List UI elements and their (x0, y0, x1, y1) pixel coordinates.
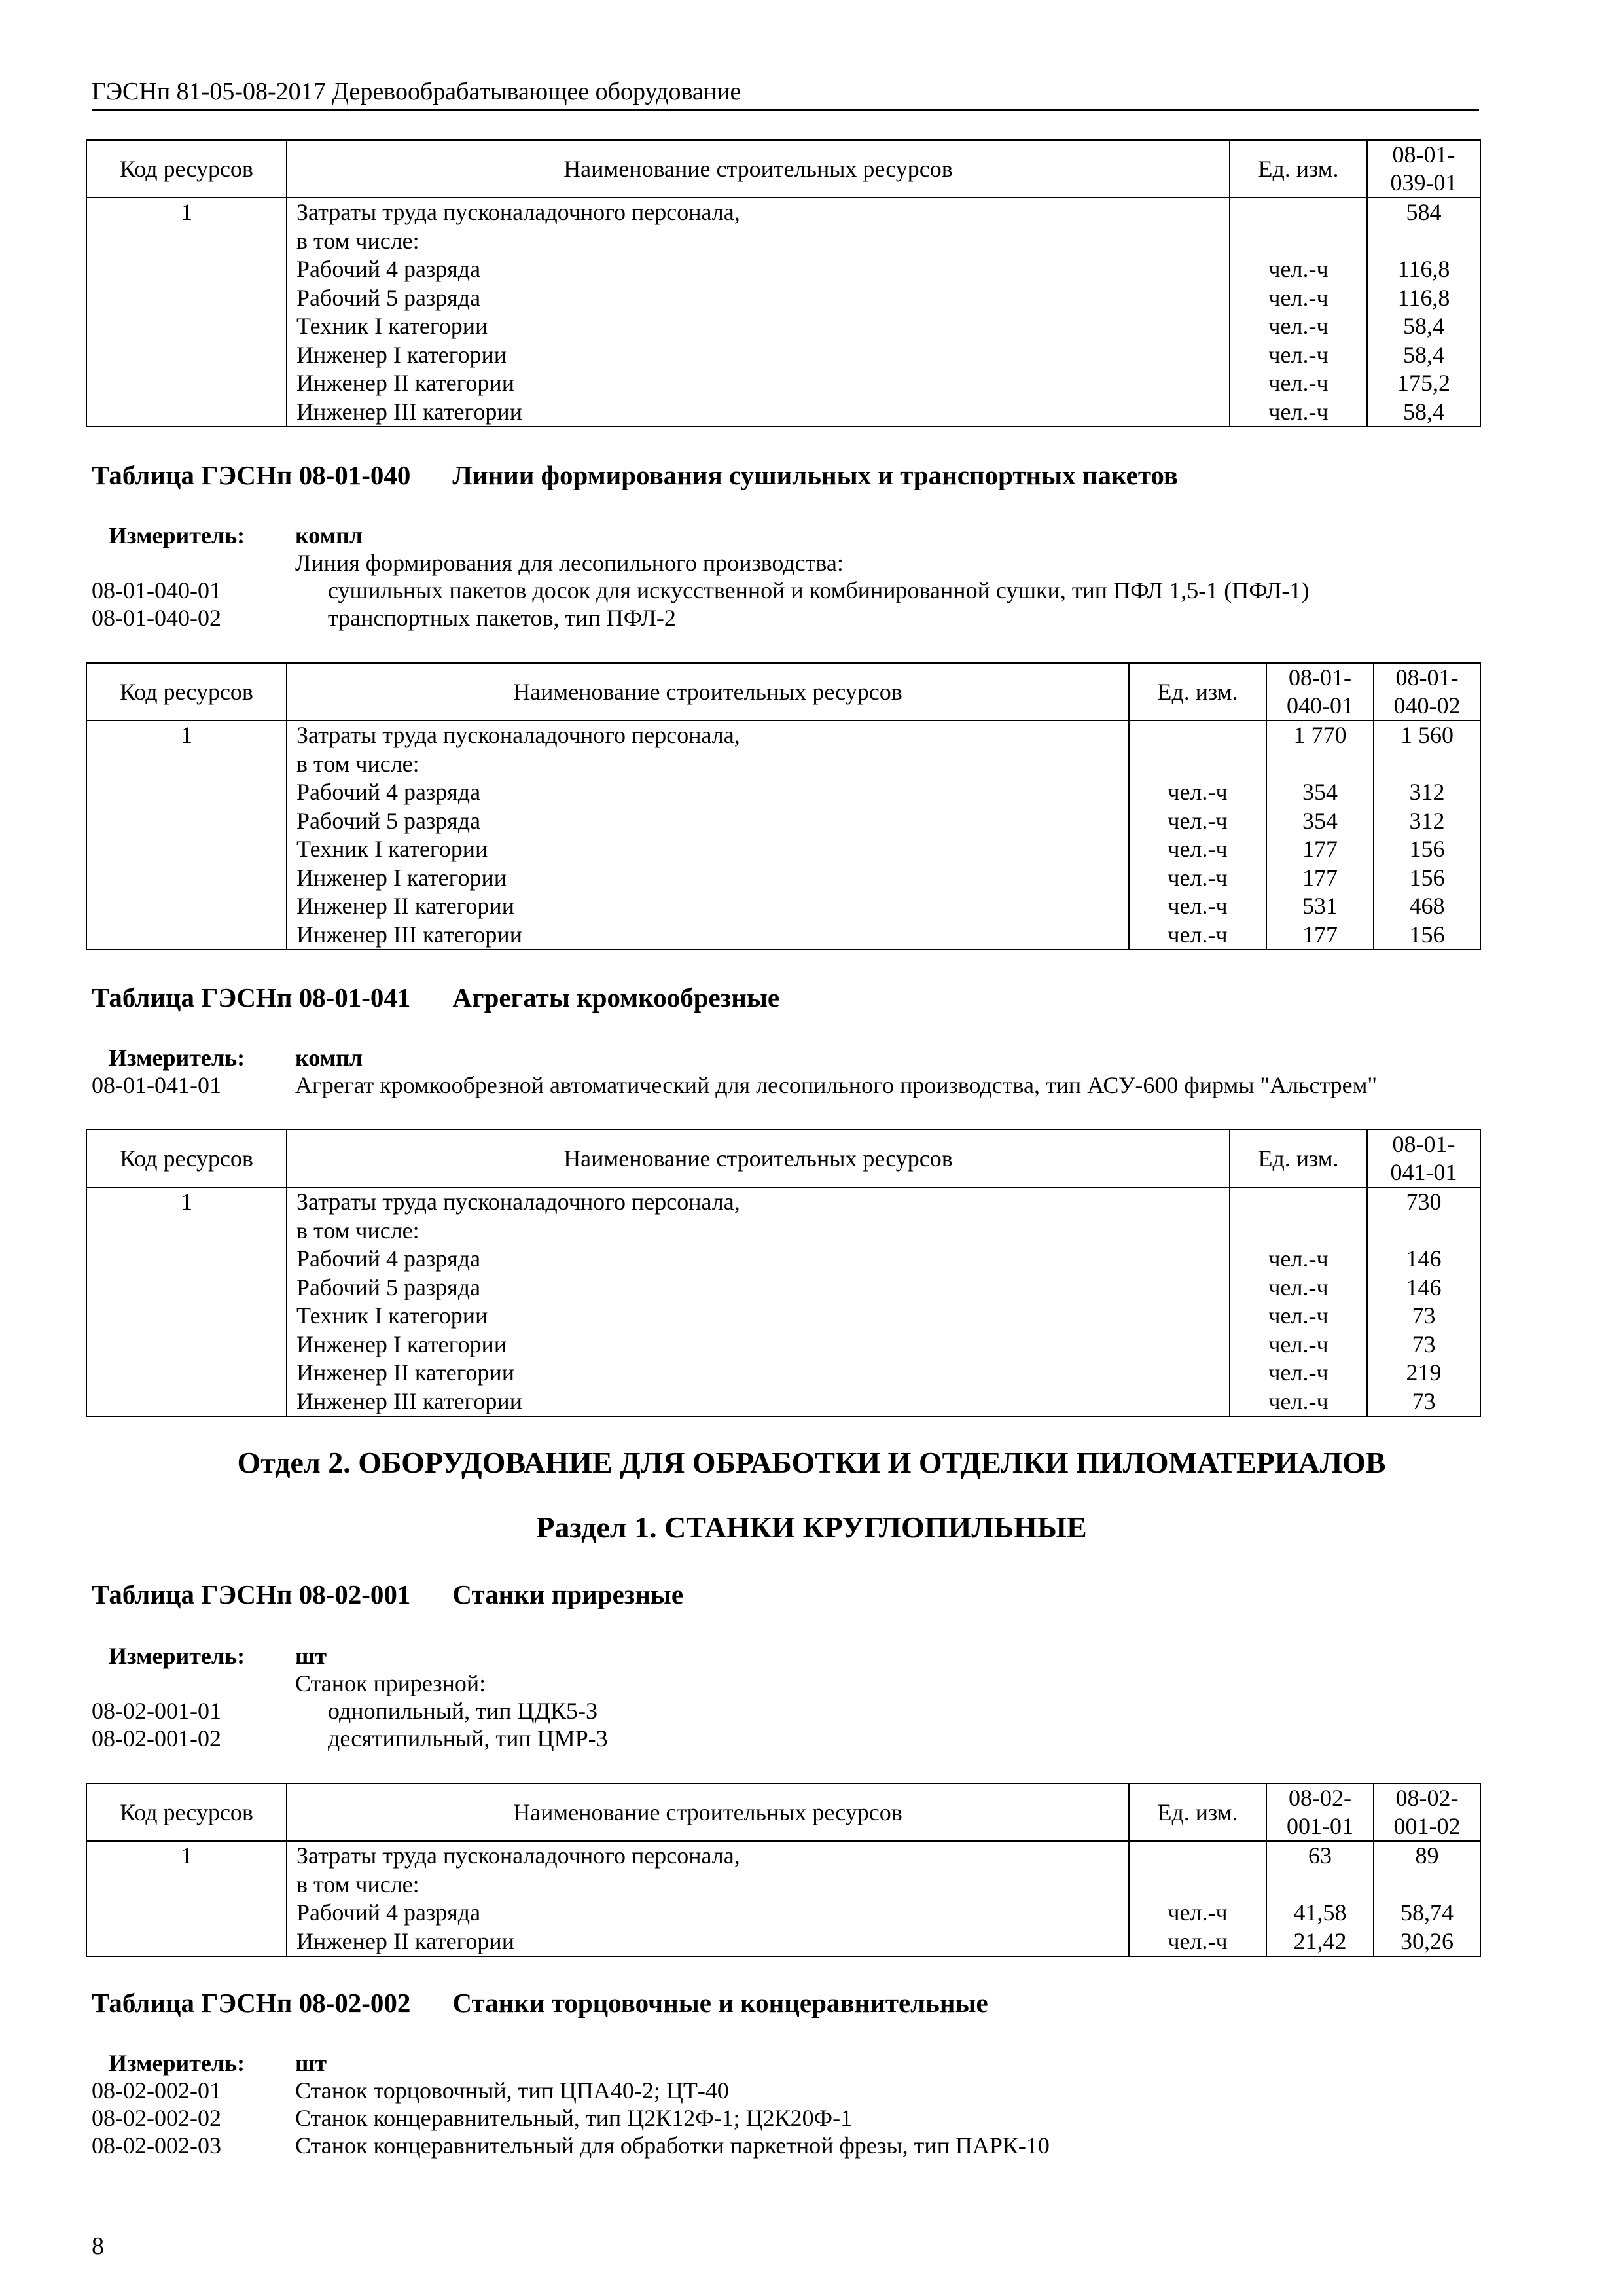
item-code: 08-01-041-01 (92, 1072, 221, 1098)
table-row (86, 255, 1480, 284)
measure-block-040 (0, 522, 1505, 632)
section-heading: Раздел 1. СТАНКИ КРУГЛОПИЛЬНЫЕ (536, 1511, 1087, 1544)
row-unit: чел.-ч (1129, 807, 1266, 836)
item-text: Станок концеравнительный для обработки паркетной фрезы, тип ПАРК-10 (295, 2132, 1050, 2159)
row-code (86, 1359, 287, 1388)
table-row (86, 1245, 1480, 1274)
list-item (0, 1697, 1505, 1725)
row-name: Затраты труда пусконаладочного персонала, (287, 198, 1230, 227)
row-code (86, 1274, 287, 1302)
table-row (86, 721, 1480, 750)
item-code: 08-02-002-01 (92, 2077, 221, 2104)
row-unit (1129, 721, 1266, 750)
header-unit: Ед. изм. (1230, 1130, 1367, 1187)
table-row (86, 835, 1480, 864)
table-row (86, 398, 1480, 427)
item-text: однопильный, тип ЦДК5-3 (328, 1698, 597, 1724)
row-unit (1230, 1217, 1367, 1246)
measure-value: шт (295, 2050, 327, 2076)
row-value (1374, 750, 1480, 779)
row-name: Затраты труда пусконаладочного персонала, (287, 1841, 1129, 1871)
row-name: Рабочий 5 разряда (287, 1274, 1230, 1302)
row-value (1266, 750, 1374, 779)
item-text: Станок концеравнительный, тип Ц2К12Ф-1; Ц2К20Ф-1 (295, 2105, 853, 2131)
row-unit: чел.-ч (1230, 255, 1367, 284)
row-value: 312 (1374, 778, 1480, 807)
row-unit: чел.-ч (1129, 892, 1266, 921)
table-code: Таблица ГЭСНп 08-02-002 (92, 1988, 411, 2018)
row-code (86, 1928, 287, 1957)
table-row (86, 807, 1480, 836)
table-caption: Агрегаты кромкообрезные (452, 982, 780, 1013)
row-code (86, 1388, 287, 1417)
header-unit: Ед. изм. (1129, 1784, 1266, 1841)
row-unit: чел.-ч (1230, 312, 1367, 341)
row-code: 1 (86, 1187, 287, 1217)
row-unit: чел.-ч (1230, 398, 1367, 427)
measure-value: шт (295, 1643, 327, 1669)
table-row (86, 1274, 1480, 1302)
row-name: Техник I категории (287, 835, 1129, 864)
table-caption: Линии формирования сушильных и транспортных пакетов (452, 460, 1179, 490)
row-name: Инженер I категории (287, 864, 1129, 893)
table-row (86, 1899, 1480, 1928)
row-name: Инженер III категории (287, 1388, 1230, 1417)
row-value (1374, 1871, 1480, 1899)
list-item (0, 1071, 1505, 1099)
table-row (86, 198, 1480, 227)
table-row (86, 1217, 1480, 1246)
row-unit: чел.-ч (1230, 1245, 1367, 1274)
list-item (0, 577, 1505, 604)
measure-label: Измеритель: (109, 1045, 245, 1071)
table-row (86, 1388, 1480, 1417)
header-name: Наименование строительных ресурсов (287, 1130, 1230, 1187)
table-row (86, 227, 1480, 256)
table-row (86, 284, 1480, 313)
row-value: 219 (1367, 1359, 1480, 1388)
measure-value: компл (295, 522, 363, 548)
row-name: Инженер II категории (287, 1359, 1230, 1388)
row-name: Рабочий 4 разряда (287, 1245, 1230, 1274)
row-unit (1129, 1871, 1266, 1899)
header-col: 08-01- 040-01 (1266, 663, 1374, 721)
table-code: Таблица ГЭСНп 08-01-041 (92, 982, 411, 1013)
row-unit (1129, 750, 1266, 779)
running-header: ГЭСНп 81-05-08-2017 Деревообрабатывающее оборудование (92, 78, 741, 105)
measure-value: компл (295, 1045, 363, 1071)
row-unit: чел.-ч (1129, 864, 1266, 893)
row-name: в том числе: (287, 1217, 1230, 1246)
row-value: 58,4 (1367, 312, 1480, 341)
row-unit: чел.-ч (1230, 1359, 1367, 1388)
list-item (0, 1725, 1505, 1752)
row-code (86, 921, 287, 950)
row-name: Затраты труда пусконаладочного персонала, (287, 1187, 1230, 1217)
row-unit: чел.-ч (1230, 284, 1367, 313)
row-value: 312 (1374, 807, 1480, 836)
table-row (86, 921, 1480, 950)
header-name: Наименование строительных ресурсов (287, 140, 1230, 198)
row-code (86, 1217, 287, 1246)
row-value: 58,4 (1367, 341, 1480, 370)
page-number: 8 (92, 2233, 104, 2260)
row-value: 177 (1266, 835, 1374, 864)
table-row (86, 1841, 1480, 1871)
measure-intro: Станок прирезной: (295, 1670, 486, 1696)
row-value: 175,2 (1367, 369, 1480, 398)
header-col: 08-01- 040-02 (1374, 663, 1480, 721)
row-name: Инженер I категории (287, 1331, 1230, 1359)
row-name: в том числе: (287, 1871, 1129, 1899)
table-code: Таблица ГЭСНп 08-02-001 (92, 1579, 411, 1609)
resource-table-041 (86, 1129, 1480, 1417)
table-row (86, 1187, 1480, 1217)
row-unit: чел.-ч (1230, 1388, 1367, 1417)
measure-label: Измеритель: (109, 522, 245, 548)
row-value (1367, 1217, 1480, 1246)
table-row (86, 1302, 1480, 1331)
table-row (86, 1871, 1480, 1899)
row-value: 1 560 (1374, 721, 1480, 750)
table-row (86, 864, 1480, 893)
row-name: Инженер II категории (287, 1928, 1129, 1957)
row-value (1266, 1871, 1374, 1899)
measure-block-201 (0, 1642, 1505, 1752)
row-value: 21,42 (1266, 1928, 1374, 1957)
row-name: Инженер II категории (287, 369, 1230, 398)
item-text: транспортных пакетов, тип ПФЛ-2 (328, 605, 676, 631)
item-code: 08-01-040-01 (92, 577, 221, 603)
resource-table-039 (86, 139, 1480, 427)
row-value: 354 (1266, 807, 1374, 836)
row-name: Техник I категории (287, 1302, 1230, 1331)
table-title-040 (92, 459, 1178, 491)
row-value: 146 (1367, 1274, 1480, 1302)
row-code (86, 1302, 287, 1331)
table-row (86, 312, 1480, 341)
row-code (86, 892, 287, 921)
row-code (86, 1871, 287, 1899)
header-col: 08-01- 041-01 (1367, 1130, 1480, 1187)
row-value: 584 (1367, 198, 1480, 227)
row-unit: чел.-ч (1129, 921, 1266, 950)
list-item (0, 604, 1505, 632)
header-col: 08-02- 001-01 (1266, 1784, 1374, 1841)
row-value (1367, 227, 1480, 256)
table-caption: Станки прирезные (452, 1579, 684, 1609)
header-name: Наименование строительных ресурсов (287, 1784, 1129, 1841)
row-name: Инженер II категории (287, 892, 1129, 921)
row-unit: чел.-ч (1129, 778, 1266, 807)
row-unit (1230, 227, 1367, 256)
row-value: 30,26 (1374, 1928, 1480, 1957)
row-code (86, 835, 287, 864)
item-text: десятипильный, тип ЦМР-3 (328, 1725, 608, 1751)
list-item (0, 2104, 1505, 2132)
row-value: 730 (1367, 1187, 1480, 1217)
row-code (86, 1331, 287, 1359)
header-name: Наименование строительных ресурсов (287, 663, 1129, 721)
resource-table-201 (86, 1783, 1480, 1957)
row-code: 1 (86, 721, 287, 750)
row-unit: чел.-ч (1230, 1274, 1367, 1302)
row-name: Затраты труда пусконаладочного персонала, (287, 721, 1129, 750)
row-code (86, 398, 287, 427)
row-value: 58,4 (1367, 398, 1480, 427)
row-unit: чел.-ч (1129, 1928, 1266, 1957)
list-item (0, 2077, 1505, 2104)
row-name: Рабочий 4 разряда (287, 778, 1129, 807)
item-code: 08-02-002-03 (92, 2132, 221, 2159)
table-row (86, 750, 1480, 779)
header-col: 08-02- 001-02 (1374, 1784, 1480, 1841)
row-value: 156 (1374, 921, 1480, 950)
row-unit: чел.-ч (1129, 835, 1266, 864)
table-row (86, 1331, 1480, 1359)
row-name: в том числе: (287, 227, 1230, 256)
table-row (86, 778, 1480, 807)
row-unit: чел.-ч (1129, 1899, 1266, 1928)
measure-intro: Линия формирования для лесопильного производства: (295, 550, 844, 576)
measure-label: Измеритель: (109, 1643, 245, 1669)
table-row (86, 369, 1480, 398)
header-code: Код ресурсов (86, 1130, 287, 1187)
row-value: 531 (1266, 892, 1374, 921)
row-code (86, 369, 287, 398)
row-name: в том числе: (287, 750, 1129, 779)
row-name: Рабочий 4 разряда (287, 255, 1230, 284)
header-code: Код ресурсов (86, 663, 287, 721)
row-name: Инженер III категории (287, 921, 1129, 950)
row-code (86, 864, 287, 893)
resource-table-040 (86, 662, 1480, 950)
table-row (86, 892, 1480, 921)
row-unit: чел.-ч (1230, 1302, 1367, 1331)
row-name: Рабочий 5 разряда (287, 807, 1129, 836)
measure-label: Измеритель: (109, 2050, 245, 2076)
header-unit: Ед. изм. (1230, 140, 1367, 198)
item-text: сушильных пакетов досок для искусственной и комбинированной сушки, тип ПФЛ 1,5-1 (ПФЛ-1) (328, 577, 1310, 603)
header-col: 08-01- 039-01 (1367, 140, 1480, 198)
row-value: 156 (1374, 835, 1480, 864)
row-unit: чел.-ч (1230, 341, 1367, 370)
table-row (86, 341, 1480, 370)
row-value: 89 (1374, 1841, 1480, 1871)
row-unit: чел.-ч (1230, 369, 1367, 398)
row-code: 1 (86, 1841, 287, 1871)
item-code: 08-01-040-02 (92, 605, 221, 631)
row-code (86, 227, 287, 256)
row-value: 73 (1367, 1302, 1480, 1331)
row-name: Техник I категории (287, 312, 1230, 341)
row-value: 58,74 (1374, 1899, 1480, 1928)
row-value: 73 (1367, 1388, 1480, 1417)
row-code (86, 1245, 287, 1274)
item-text: Агрегат кромкообрезной автоматический для лесопильного производства, тип АСУ-600 фирмы "Альстрем" (295, 1072, 1378, 1098)
row-value: 63 (1266, 1841, 1374, 1871)
row-value: 116,8 (1367, 255, 1480, 284)
department-heading: Отдел 2. ОБОРУДОВАНИЕ ДЛЯ ОБРАБОТКИ И ОТДЕЛКИ ПИЛОМАТЕРИАЛОВ (237, 1446, 1386, 1479)
table-title-041 (92, 982, 779, 1013)
item-text: Станок торцовочный, тип ЦПА40-2; ЦТ-40 (295, 2077, 729, 2104)
header-rule (92, 109, 1479, 111)
row-unit (1129, 1841, 1266, 1871)
table-title-201 (92, 1579, 683, 1610)
item-code: 08-02-002-02 (92, 2105, 221, 2131)
row-code (86, 341, 287, 370)
table-row (86, 1928, 1480, 1957)
row-value: 146 (1367, 1245, 1480, 1274)
measure-block-202 (0, 2049, 1505, 2159)
row-value: 116,8 (1367, 284, 1480, 313)
row-value: 468 (1374, 892, 1480, 921)
list-item (0, 2132, 1505, 2159)
row-code: 1 (86, 198, 287, 227)
row-name: Инженер III категории (287, 398, 1230, 427)
row-code (86, 807, 287, 836)
row-value: 41,58 (1266, 1899, 1374, 1928)
row-value: 354 (1266, 778, 1374, 807)
header-unit: Ед. изм. (1129, 663, 1266, 721)
row-code (86, 255, 287, 284)
header-code: Код ресурсов (86, 1784, 287, 1841)
table-caption: Станки торцовочные и концеравнительные (452, 1988, 988, 2018)
row-code (86, 750, 287, 779)
table-row (86, 1359, 1480, 1388)
row-name: Инженер I категории (287, 341, 1230, 370)
row-value: 156 (1374, 864, 1480, 893)
row-code (86, 312, 287, 341)
table-code: Таблица ГЭСНп 08-01-040 (92, 460, 411, 490)
row-name: Рабочий 5 разряда (287, 284, 1230, 313)
row-value: 177 (1266, 921, 1374, 950)
row-unit: чел.-ч (1230, 1331, 1367, 1359)
row-code (86, 1899, 287, 1928)
row-unit (1230, 198, 1367, 227)
measure-block-041 (0, 1044, 1505, 1099)
row-value: 1 770 (1266, 721, 1374, 750)
row-code (86, 778, 287, 807)
item-code: 08-02-001-01 (92, 1698, 221, 1724)
row-unit (1230, 1187, 1367, 1217)
table-title-202 (92, 1987, 988, 2018)
item-code: 08-02-001-02 (92, 1725, 221, 1751)
row-value: 177 (1266, 864, 1374, 893)
header-code: Код ресурсов (86, 140, 287, 198)
row-name: Рабочий 4 разряда (287, 1899, 1129, 1928)
row-code (86, 284, 287, 313)
row-value: 73 (1367, 1331, 1480, 1359)
